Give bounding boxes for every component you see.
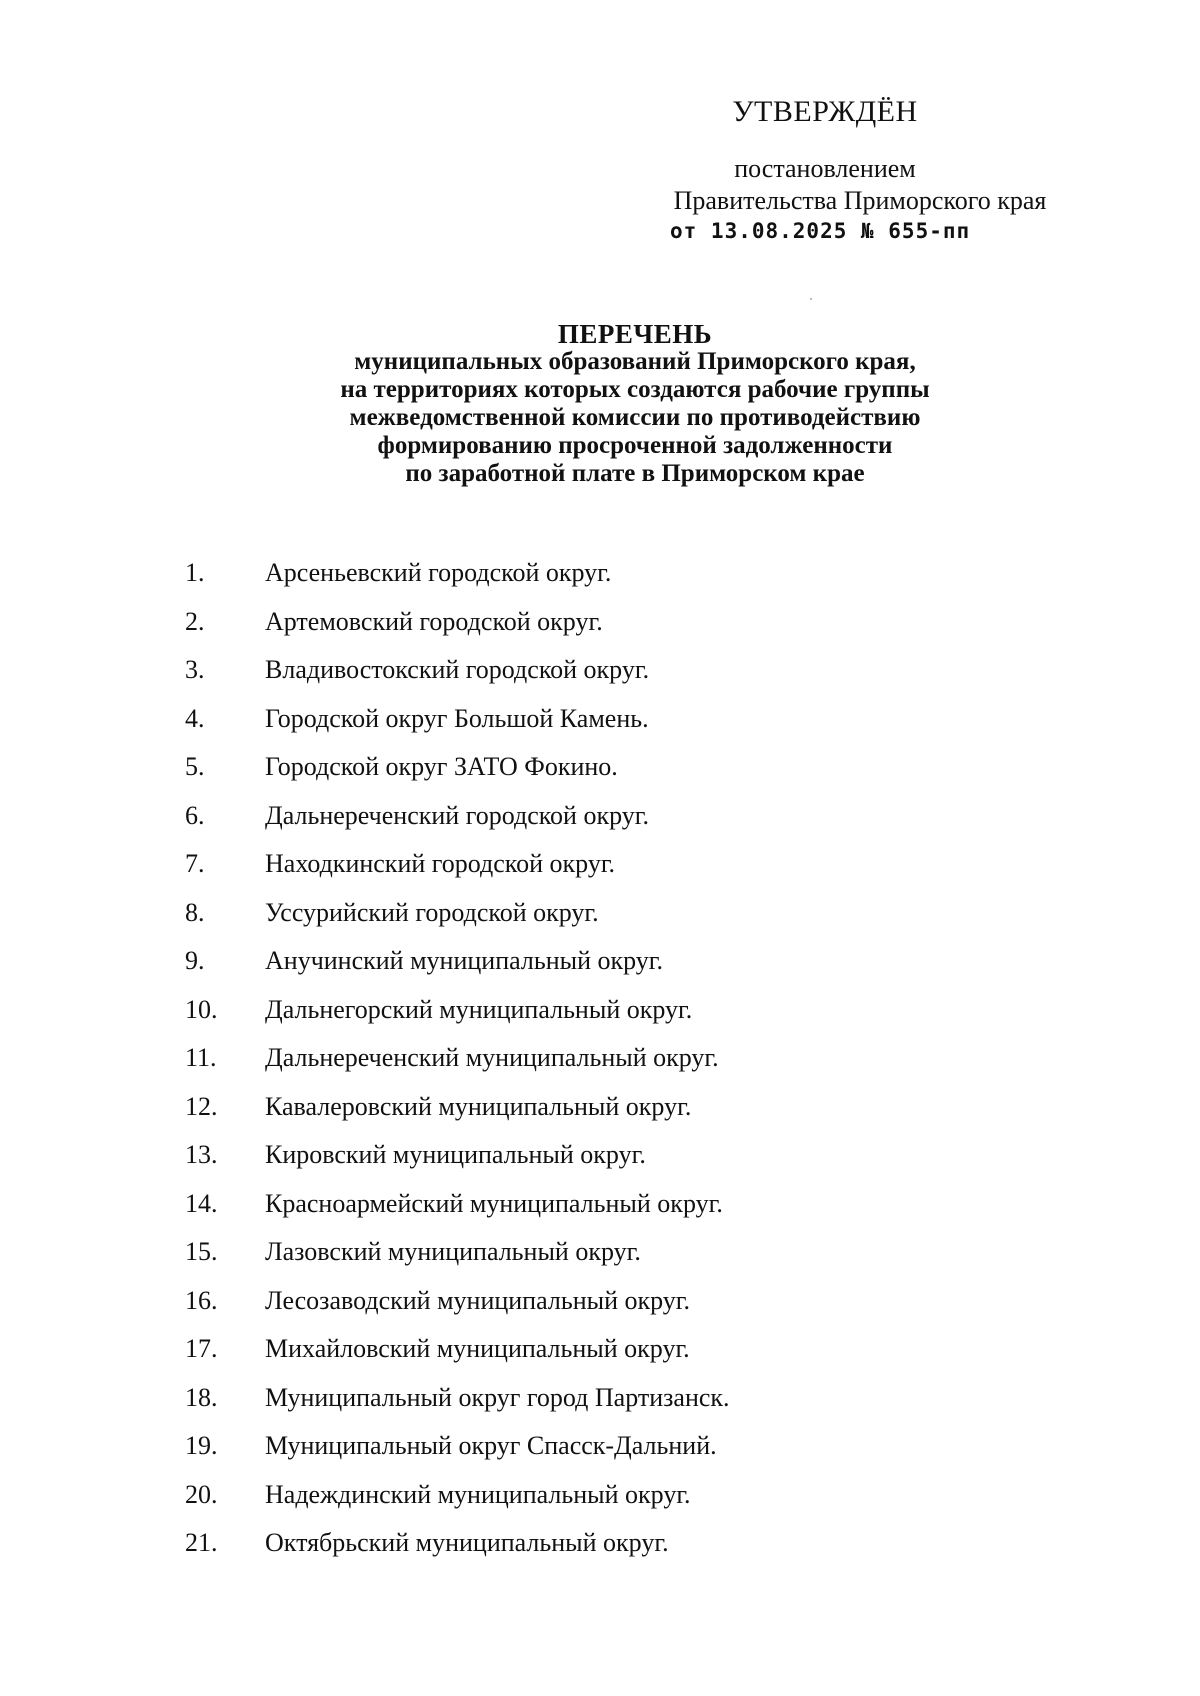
approval-date-number: от 13.08.2025 № 655-пп <box>670 219 971 243</box>
list-item <box>185 1237 1085 1286</box>
list-item-number: 14. <box>185 1188 218 1218</box>
list-item <box>185 704 1085 753</box>
approval-by: постановлением <box>734 154 916 183</box>
list-item <box>185 1140 1085 1189</box>
document-title: ПЕРЕЧЕНЬ <box>557 319 713 349</box>
list-item-text: Городской округ Большой Камень. <box>265 703 649 733</box>
approval-status: УТВЕРЖДЁН <box>732 95 918 128</box>
list-item-number: 11. <box>185 1043 217 1072</box>
list-item-text: Октябрьский муниципальный округ. <box>265 1528 669 1557</box>
list-item-text: Кировский муниципальный округ. <box>265 1140 646 1169</box>
list-item <box>185 1043 1085 1092</box>
list-item-text: Лесозаводский муниципальный округ. <box>265 1285 691 1315</box>
list-item-text: Уссурийский городской округ. <box>265 897 599 927</box>
list-item-text: Арсеньевский городской округ. <box>265 558 612 587</box>
approval-authority: Правительства Приморского края <box>673 186 1047 215</box>
list-item-text: Муниципальный округ город Партизанск. <box>265 1382 730 1412</box>
list-item-number: 10. <box>185 994 218 1024</box>
list-item-number: 5. <box>185 752 205 781</box>
list-item-text: Михайловский муниципальный округ. <box>265 1334 690 1363</box>
list-item-number: 19. <box>185 1431 218 1460</box>
list-item-number: 2. <box>185 606 205 636</box>
list-item-number: 4. <box>185 703 205 733</box>
list-item <box>185 946 1085 995</box>
list-item-text: Лазовский муниципальный округ. <box>265 1237 641 1266</box>
list-item-number: 12. <box>185 1091 218 1121</box>
list-item <box>185 607 1085 656</box>
list-item-text: Муниципальный округ Спасск-Дальний. <box>265 1431 717 1460</box>
list-item-number: 13. <box>185 1140 218 1169</box>
list-item <box>185 1431 1085 1480</box>
title-line: на территориях которых создаются рабочие группы <box>340 376 930 403</box>
list-item-text: Красноармейский муниципальный округ. <box>265 1188 723 1218</box>
list-item-number: 15. <box>185 1237 218 1266</box>
list-item-number: 18. <box>185 1382 218 1412</box>
list-item-number: 7. <box>185 849 205 878</box>
list-item-number: 21. <box>185 1528 218 1557</box>
title-line: муниципальных образований Приморского края, <box>354 348 916 375</box>
list-item-text: Дальнереченский муниципальный округ. <box>265 1043 719 1072</box>
document-title-block <box>150 320 1120 488</box>
list-item <box>185 1092 1085 1141</box>
list-item-number: 6. <box>185 800 205 830</box>
list-item-text: Дальнереченский городской округ. <box>265 800 649 830</box>
list-item-text: Находкинский городской округ. <box>265 849 616 878</box>
list-item-text: Дальнегорский муниципальный округ. <box>265 994 693 1024</box>
list-item-text: Артемовский городской округ. <box>265 606 603 636</box>
list-item-number: 16. <box>185 1285 218 1315</box>
list-item <box>185 1480 1085 1529</box>
municipality-list <box>185 558 1085 1577</box>
list-item-number: 17. <box>185 1334 218 1363</box>
list-item <box>185 801 1085 850</box>
list-item <box>185 1189 1085 1238</box>
title-line: межведомственной комиссии по противодействию <box>349 404 921 431</box>
list-item-number: 1. <box>185 558 205 587</box>
list-item <box>185 995 1085 1044</box>
list-item-text: Анучинский муниципальный округ. <box>265 946 664 975</box>
list-item-number: 20. <box>185 1479 218 1509</box>
list-item <box>185 1286 1085 1335</box>
list-item-number: 3. <box>185 655 205 684</box>
list-item <box>185 558 1085 607</box>
title-line: формированию просроченной задолженности <box>377 432 893 459</box>
list-item-text: Надеждинский муниципальный округ. <box>265 1479 691 1509</box>
list-item-text: Городской округ ЗАТО Фокино. <box>265 752 618 781</box>
list-item <box>185 849 1085 898</box>
list-item <box>185 655 1085 704</box>
list-item-number: 8. <box>185 897 205 927</box>
list-item-number: 9. <box>185 946 205 975</box>
list-item <box>185 1334 1085 1383</box>
scan-speck <box>810 298 812 300</box>
list-item <box>185 1383 1085 1432</box>
list-item <box>185 1528 1085 1577</box>
title-line: по заработной плате в Приморском крае <box>405 460 865 487</box>
list-item <box>185 898 1085 947</box>
list-item-text: Владивостокский городской округ. <box>265 655 650 684</box>
list-item <box>185 752 1085 801</box>
list-item-text: Кавалеровский муниципальный округ. <box>265 1091 692 1121</box>
